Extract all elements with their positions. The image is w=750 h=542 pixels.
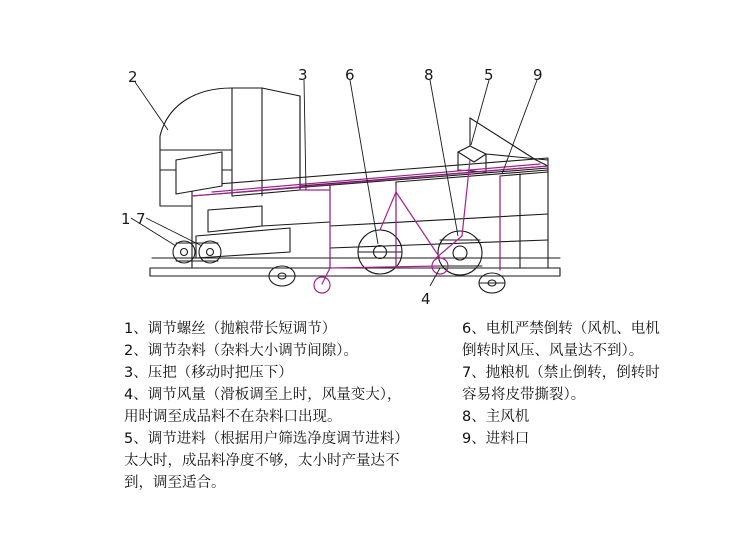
- legend-item: 1、调节螺丝（抛粮带长短调节）: [124, 321, 337, 337]
- callout-4: 4: [421, 290, 431, 308]
- legend-item: 4、调节风量（滑板调至上时，风量变大），: [124, 387, 402, 404]
- legend-left-column: [124, 318, 464, 494]
- callout-8: 8: [424, 66, 434, 84]
- callout-5: 5: [484, 66, 494, 84]
- legend-item: 2、调节杂料（杂料大小调节间隙）。: [124, 343, 358, 360]
- callout-9: 9: [533, 66, 543, 84]
- legend-item: 倒转时风压、风量达不到）。: [462, 343, 644, 360]
- legend-item: 7、抛粮机（禁止倒转，倒转时: [462, 365, 660, 382]
- legend-item: 到，调至适合。: [124, 475, 226, 492]
- legend: [0, 312, 750, 542]
- legend-item: 5、调节进料（根据用户筛选净度调节进料）: [124, 431, 409, 448]
- legend-item: 用时调至成品料不在杂料口出现。: [124, 409, 342, 426]
- callout-3: 3: [298, 66, 308, 84]
- legend-item: 8、主风机: [462, 409, 530, 426]
- legend-item: 容易将皮带撕裂）。: [462, 387, 586, 404]
- legend-right-column: [462, 318, 750, 450]
- callout-7: 7: [136, 210, 146, 228]
- legend-item: 3、压把（移动时把压下）: [124, 365, 293, 382]
- legend-item: 太大时，成品料净度不够，太小时产量达不: [124, 453, 400, 470]
- callout-2: 2: [128, 68, 138, 86]
- legend-item: 6、电机严禁倒转（风机、电机: [462, 321, 660, 337]
- callout-6: 6: [345, 66, 355, 84]
- legend-item: 9、进料口: [462, 431, 530, 448]
- callout-1: 1: [121, 210, 131, 228]
